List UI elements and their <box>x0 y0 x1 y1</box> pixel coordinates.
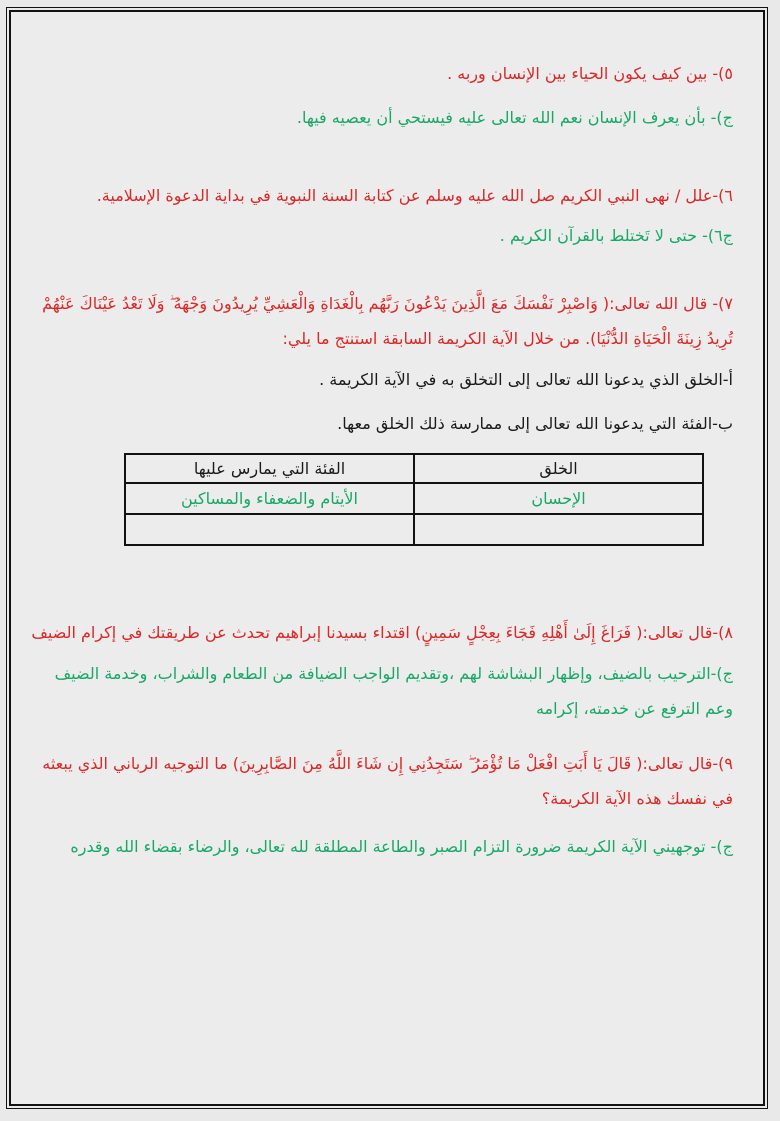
table-header-row <box>125 454 703 483</box>
table-cell-empty <box>125 514 414 545</box>
table-cell-empty <box>414 514 703 545</box>
question-6: ٦)-علل / نهى النبي الكريم صل الله عليه وسلم عن كتابة السنة النبوية في بداية الدعوة الإسلامية. <box>96 186 733 205</box>
table-row <box>125 514 703 545</box>
question-5: ٥)- بين كيف يكون الحياء بين الإنسان وربه . <box>447 64 733 83</box>
question-7-item-b: ب-الفئة التي يدعونا الله تعالى إلى ممارسة ذلك الخلق معها. <box>337 414 733 433</box>
table-cell-orphans: الأيتام والضعفاء والمساكين <box>125 483 414 514</box>
table-row <box>125 483 703 514</box>
table-header-category: الفئة التي يمارس عليها <box>125 454 414 483</box>
table-header-kholq: الخلق <box>414 454 703 483</box>
answer-6: ج٦)- حتى لا تَختلط بالقرآن الكريم . <box>499 226 733 245</box>
table-cell-ehsan: الإحسان <box>414 483 703 514</box>
question-7: ٧)- قال الله تعالى:( وَاصْبِرْ نَفْسَكَ مَعَ الَّذِينَ يَدْعُونَ رَبَّهُم بِالْغَدَاةِ وَالْعَشِيِّ يُرِيدُونَ وَجْهَهُ ۖ وَلَا تَعْدُ عَيْنَاكَ عَنْهُمْ تُرِيدُ زِينَةَ الْحَيَاةِ الدُّنْيَا). من خلال الآية الكريمة السابقة استنتج ما يلي: <box>42 294 733 348</box>
question-8: ٨)-قال تعالى:( فَرَاغَ إِلَىٰ أَهْلِهِ فَجَاءَ بِعِجْلٍ سَمِينٍ) اقتداء بسيدنا إبراهيم تحدث عن طريقتك في إكرام الضيف <box>31 623 733 642</box>
page-frame <box>9 10 765 1106</box>
question-9: ٩)-قال تعالى:( قَالَ يَا أَبَتِ افْعَلْ مَا تُؤْمَرُ ۖ سَتَجِدُنِي إِن شَاءَ اللَّهُ مِنَ الصَّابِرِينَ) ما التوجيه الرباني الذي يبعثه في نفسك هذه الآية الكريمة؟ <box>42 754 733 808</box>
answer-5: ج)- بأن يعرف الإنسان نعم الله تعالى عليه فيستحي أن يعصيه فيها. <box>296 108 733 127</box>
morals-table <box>124 453 704 546</box>
document-content <box>11 12 763 1104</box>
question-7-item-a: أ-الخلق الذي يدعونا الله تعالى إلى التخلق به في الآية الكريمة . <box>319 370 733 389</box>
answer-8: ج)-الترحيب بالضيف، وإظهار البشاشة لهم ،وتقديم الواجب الضيافة من الطعام والشراب، وخدمة الضيف وعم الترفع عن خدمته، إكرامه <box>54 664 733 718</box>
answer-9: ج)- توجهيني الآية الكريمة ضرورة التزام الصبر والطاعة المطلقة لله تعالى، والرضاء بقضاء الله وقدره <box>70 837 733 856</box>
